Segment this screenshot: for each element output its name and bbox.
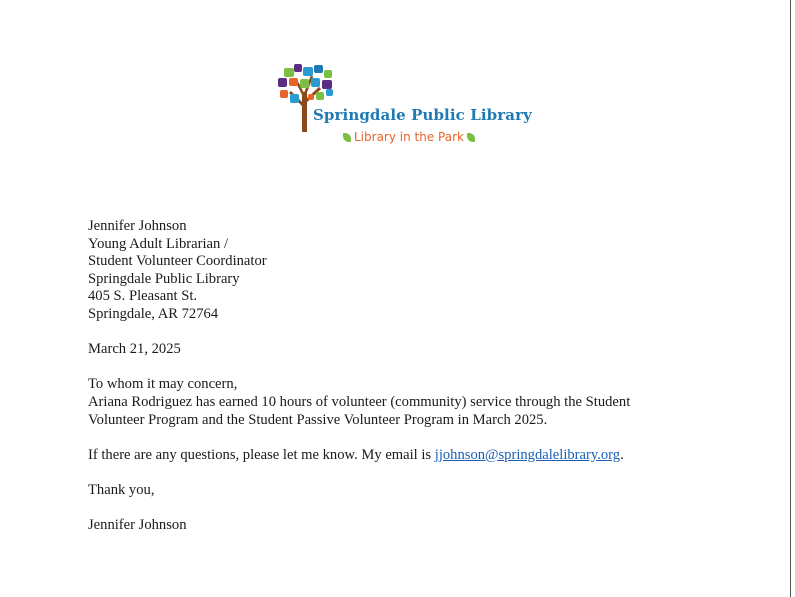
library-name: Springdale Public Library (313, 106, 532, 124)
leaf-right-icon (467, 133, 475, 142)
library-tagline (343, 130, 475, 144)
body-line2: Volunteer Program and the Student Passive Volunteer Program in March 2025. (88, 411, 548, 428)
signature: Jennifer Johnson (88, 517, 187, 534)
sender-name: Jennifer Johnson (88, 218, 187, 234)
letter-date: March 21, 2025 (88, 341, 181, 358)
tagline-text: Library in the Park (354, 130, 464, 144)
letter-body (88, 218, 748, 535)
questions-text: If there are any questions, please let me know. My email is (88, 446, 435, 463)
body-line1: Ariana Rodriguez has earned 10 hours of volunteer (community) service through the Student (88, 393, 631, 410)
page-edge-divider (790, 0, 791, 597)
salutation: To whom it may concern, (88, 376, 238, 393)
library-logo (276, 62, 532, 152)
sender-title-line2: Student Volunteer Coordinator (88, 253, 267, 270)
sender-city-state-zip: Springdale, AR 72764 (88, 305, 219, 322)
sender-street: 405 S. Pleasant St. (88, 288, 198, 305)
questions-end: . (620, 446, 624, 463)
sender-title-line1: Young Adult Librarian / (88, 235, 228, 252)
closing: Thank you, (88, 481, 155, 498)
sender-address-block (88, 218, 748, 324)
sender-organization: Springdale Public Library (88, 270, 240, 287)
leaf-left-icon (343, 133, 351, 142)
email-link[interactable]: jjohnson@springdalelibrary.org (434, 446, 621, 463)
questions-paragraph (88, 447, 748, 465)
